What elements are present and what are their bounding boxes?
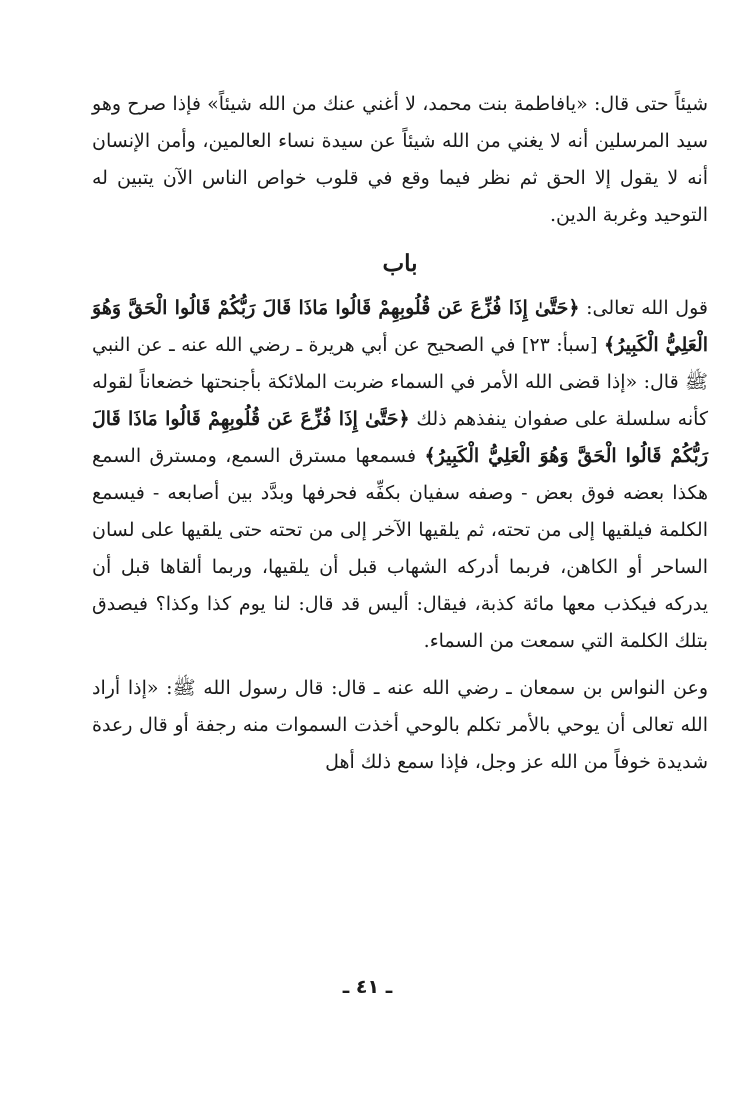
- paragraph-hadith-nawwas: وعن النواس بن سمعان ـ رضي الله عنه ـ قال: قال رسول الله ﷺ: «إذا أراد الله تعالى أن يوحي بالأمر تكلم بالوحي أخذت السموات منه رجفة أو قال رعدة شديدة خوفاً من الله عز وجل، فإذا سمع ذلك أهل: [92, 677, 708, 773]
- paragraph-hadith-abu-hurayra: [92, 290, 708, 660]
- book-page: [92, 86, 708, 781]
- page-number: ـ ٤١ ـ: [342, 976, 393, 998]
- hadith-text-continued: فسمعها مسترق السمع، ومسترق السمع هكذا بعضه فوق بعض - وصفه سفيان بكفِّه فحرفها وبدَّد بين أصابعه - فيسمع الكلمة فيلقيها إلى من تحته، ثم يلقيها الآخر إلى من تحته حتى يلقيها على لسان الساحر أو الكاهن، فربما أدركه الشهاب قبل أن يلقيها، وربما ألقاها قبل أن يدركه فيكذب معها مائة كذبة، فيقال: أليس قد قال: لنا يوم كذا وكذا؟ فيصدق بتلك الكلمة التي سمعت من السماء.: [92, 445, 708, 652]
- chapter-heading: باب: [382, 250, 418, 277]
- hadith-text: [سبأ: ٢٣] في الصحيح عن أبي هريرة ـ رضي الله عنه ـ عن النبي ﷺ قال: «إذا قضى الله الأمر في السماء ضربت الملائكة بأجنحتها خضعاناً لقوله كأنه سلسلة على صفوان ينفذهم ذلك: [92, 334, 708, 430]
- paragraph-intro-text: قول الله تعالى:: [579, 297, 708, 319]
- paragraph-intro: شيئاً حتى قال: «يافاطمة بنت محمد، لا أغني عنك من الله شيئاً» فإذا صرح وهو سيد المرسلين أنه لا يغني من الله شيئاً عن سيدة نساء العالمين، وأمن الإنسان أنه لا يقول إلا الحق ثم نظر فيما وقع في قلوب خواص الناس الآن يتبين له التوحيد وغربة الدين.: [92, 93, 708, 226]
- quran-verse: ﴿حَتَّىٰ إِذَا فُزِّعَ عَن قُلُوبِهِمْ قَالُوا مَاذَا قَالَ رَبُّكُمْ قَالُوا الْحَقَّ وَهُوَ الْعَلِيُّ الْكَبِيرُ﴾: [92, 297, 709, 356]
- quran-verse-repeat: ﴿حَتَّىٰ إِذَا فُزِّعَ عَن قُلُوبِهِمْ قَالُوا مَاذَا قَالَ رَبُّكُمْ قَالُوا الْحَقَّ وَهُوَ الْعَلِيُّ الْكَبِيرُ﴾: [92, 408, 709, 467]
